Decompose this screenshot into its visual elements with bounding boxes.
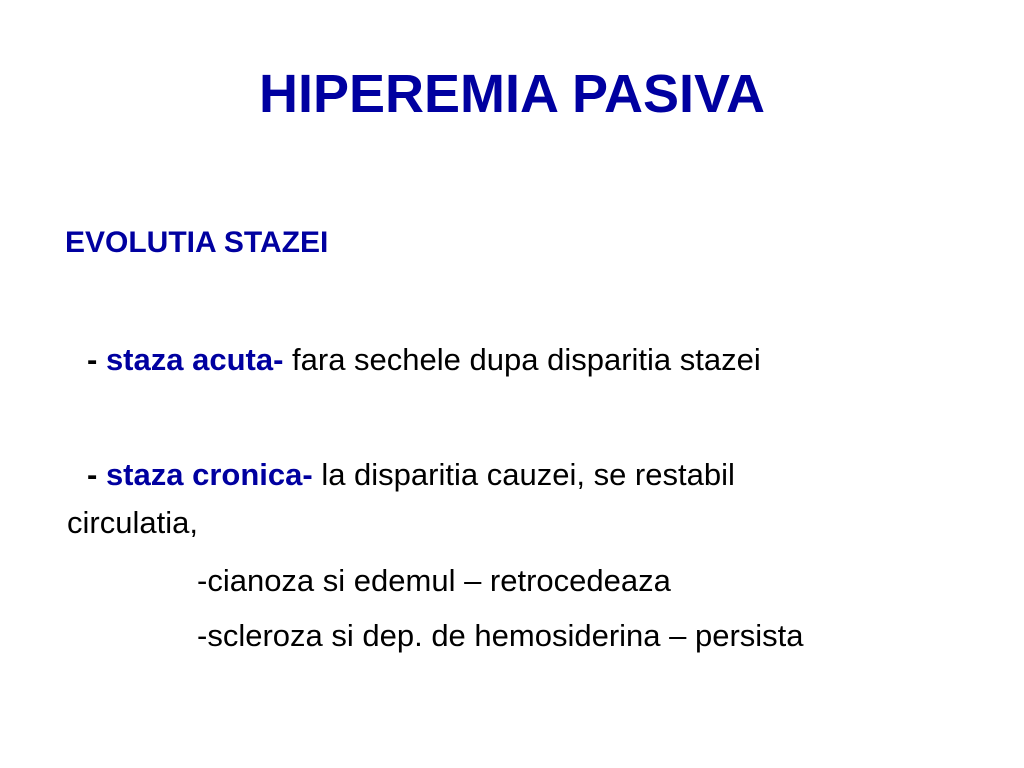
- bullet-continuation: circulatia,: [67, 505, 198, 540]
- bullet-dash: -: [87, 457, 106, 492]
- bullet-text: la disparitia cauzei, se restabil: [312, 457, 735, 492]
- bullet-text: fara sechele dupa disparitia stazei: [283, 342, 761, 377]
- slide-subtitle: EVOLUTIA STAZEI: [65, 226, 329, 259]
- bullet-staza-cronica: [87, 455, 735, 495]
- bullet-term: staza acuta-: [105, 342, 284, 377]
- subitem-cianoza: -cianoza si edemul – retrocedeaza: [197, 563, 671, 598]
- bullet-term: staza cronica-: [105, 457, 313, 492]
- bullet-dash: -: [87, 342, 106, 377]
- slide-title: HIPEREMIA PASIVA: [258, 64, 766, 124]
- subitem-scleroza: -scleroza si dep. de hemosiderina – persista: [197, 618, 804, 653]
- bullet-staza-acuta: [87, 340, 761, 380]
